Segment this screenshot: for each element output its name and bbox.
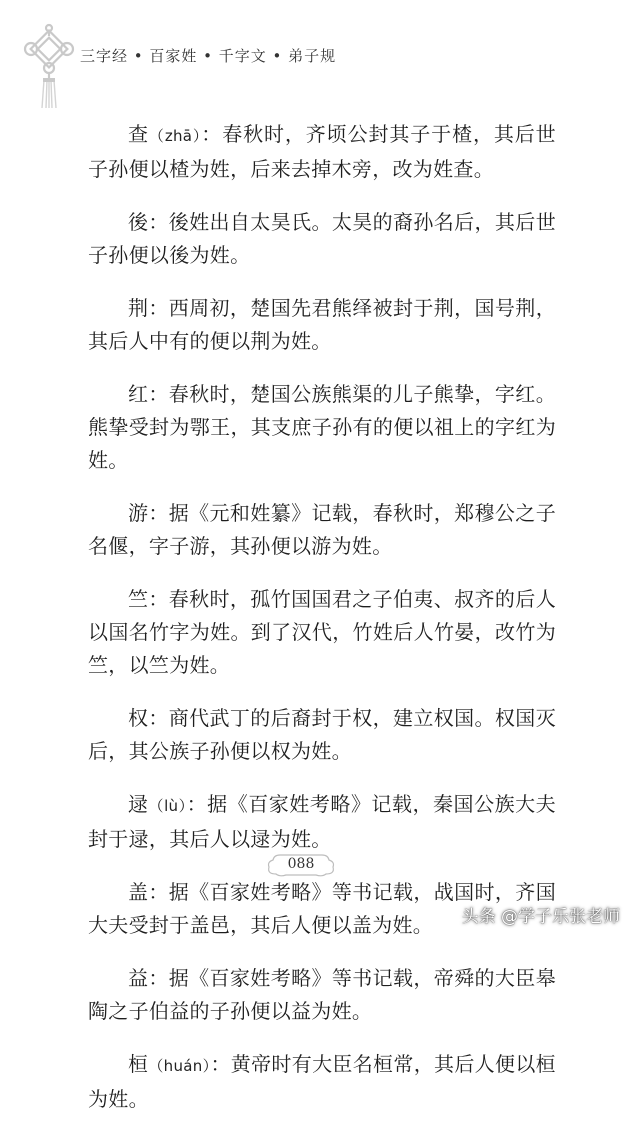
surname: 後 xyxy=(128,210,149,234)
pinyin: （zhā） xyxy=(148,127,202,145)
entry-text: ：春秋时，齐顷公封其子于楂，其后世子孙便以楂为姓，后来去掉木旁，改为姓查。 xyxy=(88,122,556,181)
surname-entry xyxy=(88,788,556,856)
surname-entry xyxy=(88,583,556,682)
surname-entry xyxy=(88,1048,556,1116)
entry-text: ：後姓出自太昊氏。太昊的裔孙名后，其后世子孙便以後为姓。 xyxy=(88,210,556,267)
surname-entry xyxy=(88,962,556,1028)
surname-entry xyxy=(88,497,556,563)
entry-text: ：西周初，楚国先君熊绎被封于荆，国号荆，其后人中有的便以荆为姓。 xyxy=(88,296,556,353)
entry-text: ：春秋时，孤竹国国君之子伯夷、叔齐的后人以国名竹字为姓。到了汉代，竹姓后人竹晏，改竹为竺，以竺为姓。 xyxy=(88,587,556,677)
page-number-frame xyxy=(266,852,336,878)
book-title: 三字经 • 百家姓 • 千字文 • 弟子规 xyxy=(80,47,337,65)
page-number: 088 xyxy=(287,856,315,872)
surname-entry xyxy=(88,702,556,768)
entry-text: ：商代武丁的后裔封于权，建立权国。权国灭后，其公族子孙便以权为姓。 xyxy=(88,706,556,763)
surname: 盖 xyxy=(128,880,149,904)
entry-text: ：据《元和姓纂》记载，春秋时，郑穆公之子名偃，字子游，其孙便以游为姓。 xyxy=(88,501,556,558)
entry-text: ：春秋时，楚国公族熊渠的儿子熊挚，字红。熊挚受封为鄂王，其支庶子孙有的便以祖上的字红为姓。 xyxy=(88,382,556,472)
surname: 红 xyxy=(128,382,149,406)
surname: 游 xyxy=(128,501,149,525)
surname: 荆 xyxy=(128,296,149,320)
watermark: 头条 @学子乐张老师 xyxy=(461,907,620,927)
entry-text: ：黄帝时有大臣名桓常，其后人便以桓为姓。 xyxy=(88,1052,556,1111)
entry-text: ：据《百家姓考略》等书记载，帝舜的大臣皋陶之子伯益的子孙便以益为姓。 xyxy=(88,966,556,1023)
surname: 权 xyxy=(128,706,149,730)
page-body xyxy=(88,98,556,1123)
pinyin: （huán） xyxy=(148,1057,211,1075)
surname-entry xyxy=(88,292,556,358)
surname-entry xyxy=(88,206,556,272)
surname-entry xyxy=(88,118,556,186)
surname: 竺 xyxy=(128,587,149,611)
surname-entry xyxy=(88,378,556,477)
chinese-knot-icon xyxy=(22,22,76,110)
pinyin: （lù） xyxy=(148,797,187,815)
entry-text: ：据《百家姓考略》记载，秦国公族大夫封于逯，其后人以逯为姓。 xyxy=(88,792,556,851)
surname: 查 xyxy=(128,122,149,146)
surname: 逯 xyxy=(128,792,149,816)
entry-text: ：据《百家姓考略》等书记载，战国时，齐国大夫受封于盖邑，其后人便以盖为姓。 xyxy=(88,880,556,937)
surname: 桓 xyxy=(128,1052,149,1076)
surname: 益 xyxy=(128,966,149,990)
